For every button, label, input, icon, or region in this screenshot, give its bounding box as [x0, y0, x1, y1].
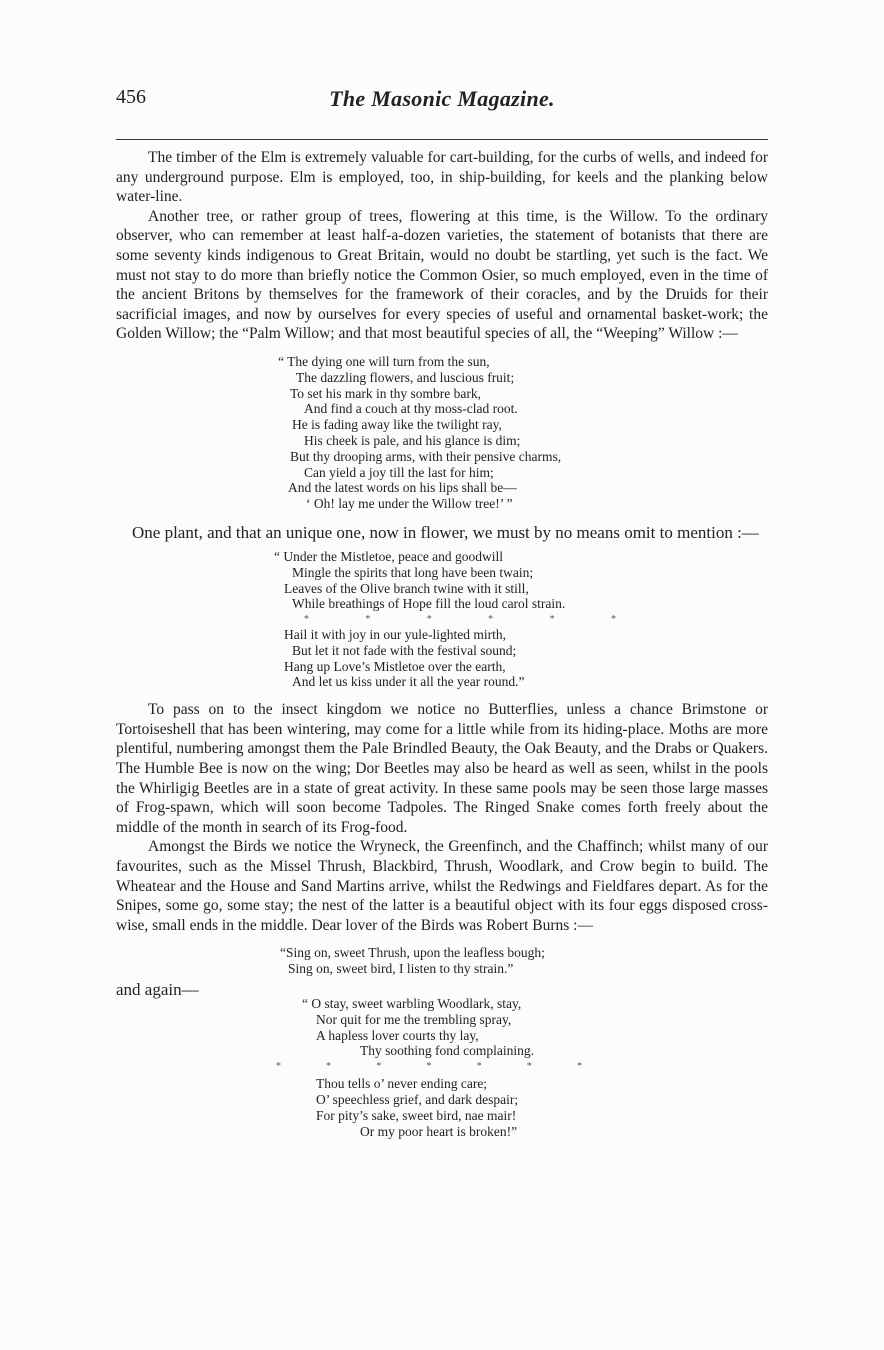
- star: *: [549, 614, 555, 626]
- poem-line: “Sing on, sweet Thrush, upon the leafless bough;: [280, 945, 545, 961]
- poem-line: And let us kiss under it all the year round.”: [292, 674, 525, 690]
- running-title: The Masonic Magazine.: [329, 86, 555, 111]
- poem-willow: [278, 354, 768, 512]
- poem-line: Hang up Love’s Mistletoe over the earth,: [284, 658, 506, 674]
- page-header: [116, 86, 768, 122]
- poem-line: Mingle the spirits that long have been twain;: [292, 564, 534, 580]
- star: *: [426, 614, 432, 626]
- poem-line: While breathings of Hope fill the loud carol strain.: [292, 596, 566, 612]
- star: *: [526, 1061, 532, 1073]
- paragraph-mistletoe: One plant, and that an unique one, now in flower, we must by no means omit to mention :—: [132, 522, 759, 542]
- star: *: [426, 1061, 432, 1073]
- poem-line: His cheek is pale, and his glance is dim;: [304, 432, 521, 448]
- poem-mistletoe: [274, 549, 626, 690]
- poem-line: Nor quit for me the trembling spray,: [316, 1011, 512, 1027]
- poem-line: ‘ Oh! lay me under the Willow tree!’ ”: [306, 496, 513, 512]
- poem-line: Sing on, sweet bird, I listen to thy strain.”: [288, 961, 514, 977]
- poem-line: To set his mark in thy sombre bark,: [290, 385, 482, 401]
- poem-line: For pity’s sake, sweet bird, nae mair!: [316, 1107, 517, 1123]
- paragraph-insects: To pass on to the insect kingdom we notice no Butterflies, unless a chance Brimstone or Tortoiseshell that has been wintering, may come for a little while from its hiding-place. Moths are more plentiful, numbering amongst them the Pale Brindled Beauty, the Oak Beauty, and the Drabs or Quakers. The Humble Bee is now on the wing; Dor Beetles may also be heard as well as seen, whilst in the pools the Whirligig Beetles are in a state of great activity. In these same pools may be seen those large masses of Frog-spawn, which will soon become Tadpoles. The Ringed Snake comes forth freely about the middle of the month in search of its Frog-food.: [116, 701, 768, 836]
- star: *: [365, 614, 371, 626]
- paragraph-elm: The timber of the Elm is extremely valuable for cart-building, for the curbs of wells, and indeed for any underground purpose. Elm is employed, too, in ship-building, for keels and the planking below water-line.: [116, 149, 768, 206]
- paragraph-willow: Another tree, or rather group of trees, flowering at this time, is the Willow. To the ordinary observer, who can remember at least half-a-dozen varieties, the statement of botanists that there are some seventy kinds indigenous to Great Britain, would no doubt be startling, yet such is the fact. We must not stay to do more than briefly notice the Common Osier, so much employed, even in the time of the ancient Britons by themselves for the framework of their coracles, and by the Druids for their sacrificial images, and now by ourselves for every species of useful and ornamental basket-work; the Golden Willow; the “Palm Willow; and that most beautiful species of all, the “Weeping” Willow :—: [116, 207, 768, 343]
- poem-line: A hapless lover courts thy lay,: [316, 1027, 479, 1043]
- poem-line: Thou tells o’ never ending care;: [316, 1076, 488, 1092]
- article-body: [116, 148, 768, 1139]
- poem-line: Can yield a joy till the last for him;: [304, 464, 494, 480]
- poem-line: Leaves of the Olive branch twine with it still,: [284, 580, 529, 596]
- poem-line: “ Under the Mistletoe, peace and goodwill: [274, 548, 504, 564]
- poem-line: But let it not fade with the festival sound;: [292, 642, 517, 658]
- paragraph-birds: Amongst the Birds we notice the Wryneck, the Greenfinch, and the Chaffinch; whilst many of our favourites, such as the Missel Thrush, Blackbird, Thrush, Woodlark, and Crow begin to build. The Wheatear and the House and Sand Martins arrive, whilst the Redwings and Fieldfares depart. As for the Snipes, some go, some stay; the nest of the latter is a beautiful object with its four eggs disposed cross-wise, small ends in the middle. Dear lover of the Birds was Robert Burns :—: [116, 838, 768, 934]
- poem-line: He is fading away like the twilight ray,: [292, 417, 502, 433]
- poem-line: “ The dying one will turn from the sun,: [278, 353, 490, 369]
- star: *: [576, 1061, 582, 1073]
- star: *: [304, 614, 309, 626]
- star: *: [476, 1061, 482, 1073]
- poem-line: Or my poor heart is broken!”: [360, 1123, 518, 1139]
- poem-line: The dazzling flowers, and luscious fruit;: [296, 369, 515, 385]
- star: *: [610, 614, 616, 626]
- star: *: [276, 1061, 281, 1073]
- page-number: 456: [116, 86, 146, 108]
- verse-break-stars-2: [276, 1059, 582, 1074]
- poem-line: “ O stay, sweet warbling Woodlark, stay,: [302, 996, 522, 1011]
- poem-thrush: [280, 945, 768, 977]
- and-again-text: and again—: [116, 980, 199, 999]
- poem-line: O’ speechless grief, and dark despair;: [316, 1091, 519, 1107]
- poem-line: And find a couch at thy moss-clad root.: [304, 401, 518, 417]
- poem-woodlark-continued: [316, 1076, 768, 1139]
- poem-line: But thy drooping arms, with their pensive charms,: [290, 448, 562, 464]
- poem-line: Thy soothing fond complaining.: [360, 1043, 534, 1059]
- verse-break-stars: [304, 612, 616, 627]
- poem-woodlark: [302, 996, 768, 1059]
- header-rule: [116, 139, 768, 140]
- poem-line: And the latest words on his lips shall be—: [288, 480, 517, 496]
- star: *: [376, 1061, 382, 1073]
- poem-line: Hail it with joy in our yule-lighted mirth,: [284, 627, 506, 643]
- star: *: [488, 614, 494, 626]
- star: *: [326, 1061, 332, 1073]
